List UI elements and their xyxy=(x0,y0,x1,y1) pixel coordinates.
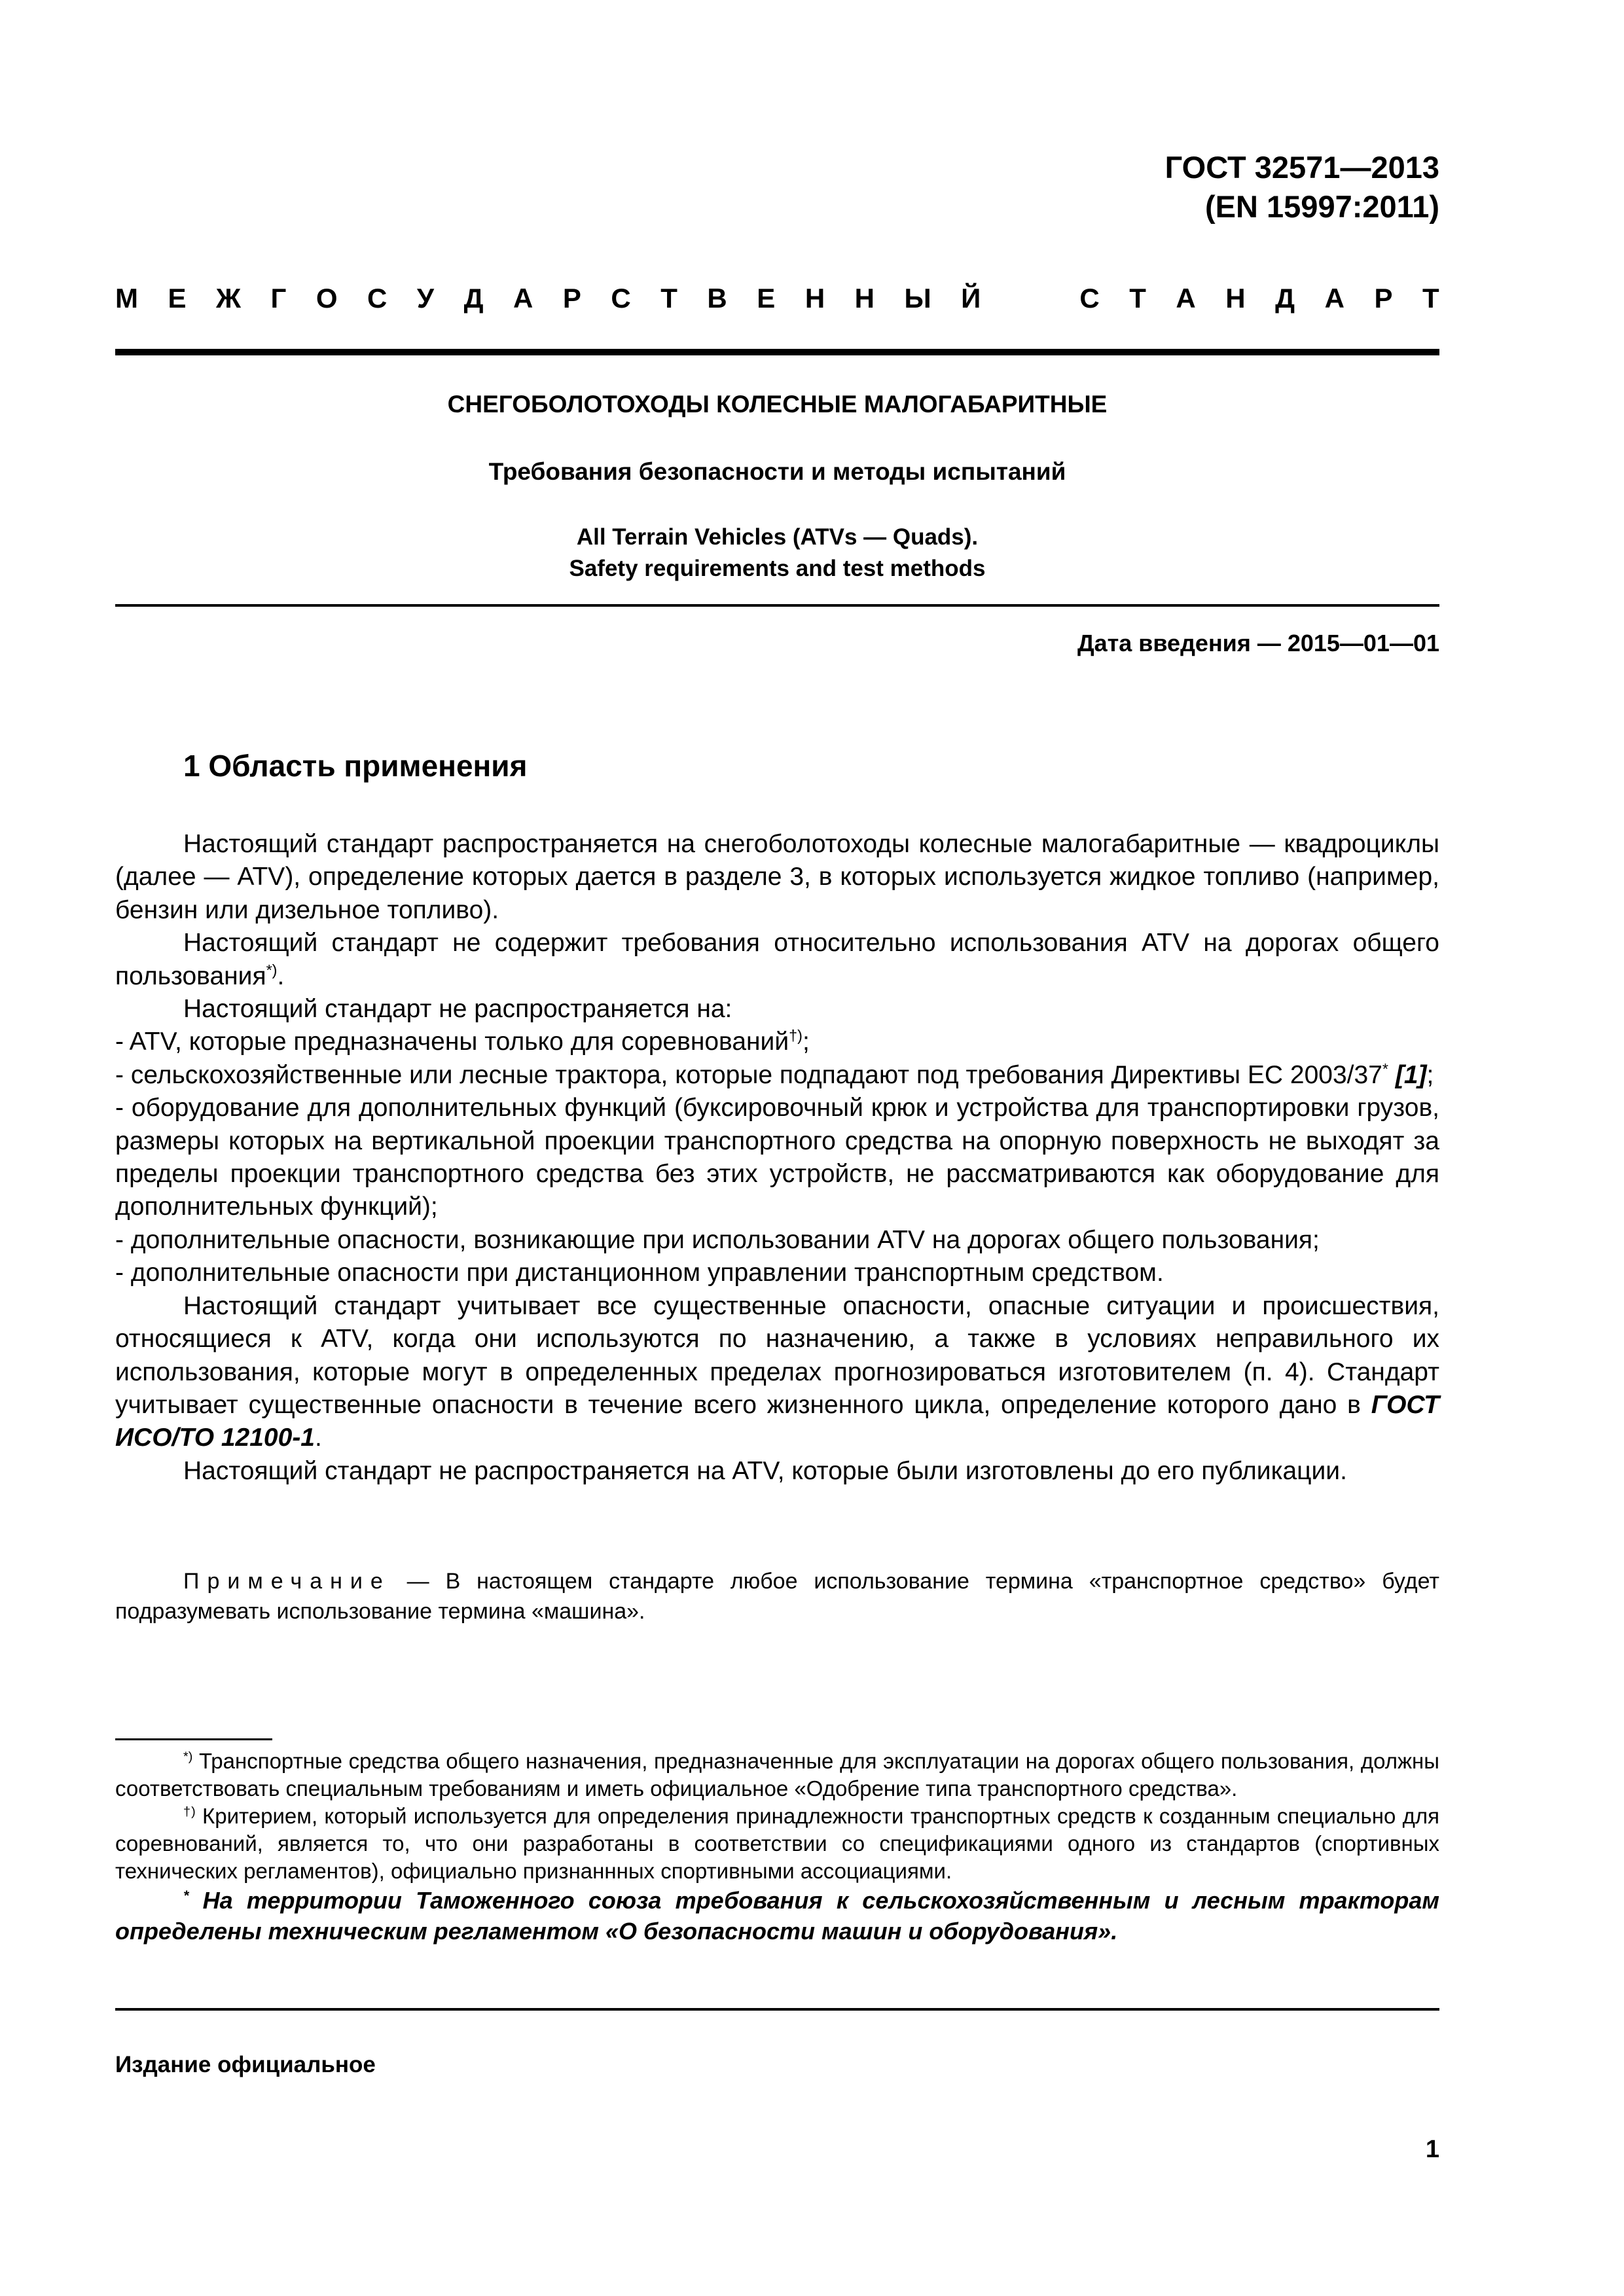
bibliography-reference: [1] xyxy=(1395,1060,1427,1089)
letter: Н xyxy=(854,283,875,314)
english-title-line: All Terrain Vehicles (ATVs — Quads). xyxy=(576,524,979,550)
footnote-marker: * xyxy=(183,1887,189,1903)
footnote-marker: †) xyxy=(183,1804,196,1819)
footnote xyxy=(115,1803,1439,1885)
paragraph: Настоящий стандарт не распространяется на ATV, которые были изготовлены до его публикации. xyxy=(183,1456,1347,1485)
letter: Е xyxy=(757,283,776,314)
standard-code-en: (EN 15997:2011) xyxy=(1205,189,1439,224)
standard-type-header xyxy=(115,283,1439,314)
footnote-text: Транспортные средства общего назначения, предназначенные для эксплуатации на дорогах общего пользования, должны соответствовать специальным требованиям и иметь официальное «Одобрение типа транспортного средства». xyxy=(115,1749,1439,1801)
title-rule xyxy=(115,604,1439,607)
footnote xyxy=(115,1748,1439,1803)
letter: О xyxy=(316,283,338,314)
paragraph xyxy=(115,1290,1439,1455)
list-item: - дополнительные опасности, возникающие при использовании ATV на дорогах общего пользования; xyxy=(115,1225,1320,1254)
list-item xyxy=(115,1026,1439,1058)
footnote-separator xyxy=(115,1738,272,1740)
list-item: - дополнительные опасности при дистанционном управлении транспортным средством. xyxy=(115,1259,1164,1287)
footnote-marker: †) xyxy=(789,1027,803,1045)
list-item-text: - сельскохозяйственные или лесные трактора, которые подпадают под требования Директивы ЕС 2003/37 xyxy=(115,1060,1382,1089)
edition-label: Издание официальное xyxy=(115,2052,376,2077)
paragraph-text: Настоящий стандарт не содержит требования относительно использования ATV на дорогах общего пользования xyxy=(115,929,1439,990)
letter: У xyxy=(416,283,435,314)
letter: М xyxy=(115,283,138,314)
standard-reference: ГОСТ ИСО/ТО 12100-1 xyxy=(115,1390,1439,1452)
footer-rule xyxy=(115,2008,1439,2011)
letter: Р xyxy=(1374,283,1393,314)
footnote-marker: *) xyxy=(183,1749,193,1764)
letter: А xyxy=(1324,283,1344,314)
punctuation: ; xyxy=(802,1028,810,1056)
note-label: Примечание xyxy=(183,1569,391,1594)
letter: А xyxy=(513,283,533,314)
letter: Н xyxy=(1225,283,1246,314)
punctuation: . xyxy=(277,961,285,990)
letter: Д xyxy=(1275,283,1295,314)
document-title: СНЕГОБОЛОТОХОДЫ КОЛЕСНЫЕ МАЛОГАБАРИТНЫЕ xyxy=(447,391,1108,418)
document-subtitle: Требования безопасности и методы испытаний xyxy=(488,458,1066,485)
paragraph-text: Настоящий стандарт учитывает все существенные опасности, опасные ситуации и происшествия, относящиеся к ATV, когда они используются по назначению, а также в условиях неправильного их использования, которые могут в определенных пределах прогнозироваться изготовителем (п. 4). Стандарт учитывает существенные опасности в течение всего жизненного цикла, определение которого дано в xyxy=(115,1291,1439,1419)
introduction-date: Дата введения — 2015—01—01 xyxy=(1077,630,1439,656)
letter: Ы xyxy=(904,283,931,314)
footnote xyxy=(115,1885,1439,1946)
english-title-line: Safety requirements and test methods xyxy=(569,556,986,581)
letter: В xyxy=(707,283,727,314)
punctuation: . xyxy=(315,1424,322,1452)
note-text: — В настоящем стандарте любое использование термина «транспортное средство» будет подразумевать использование термина «машина». xyxy=(115,1569,1439,1624)
letter: Е xyxy=(168,283,187,314)
paragraph: Настоящий стандарт не распространяется на: xyxy=(183,995,732,1024)
paragraph xyxy=(115,927,1439,993)
note xyxy=(115,1566,1439,1626)
section-heading: 1 Область применения xyxy=(183,749,528,783)
page-number: 1 xyxy=(1425,2136,1439,2163)
list-item xyxy=(115,1059,1439,1092)
letter: С xyxy=(611,283,631,314)
footnote-marker: *) xyxy=(266,961,278,978)
list-item: - оборудование для дополнительных функций (буксировочный крюк и устройства для транспортировки грузов, размеры которых на вертикальной проекции транспортного средства на опорную поверхность не выходят за пределы проекции транспортного средства без этих устройств, не рассматриваются как оборудование для дополнительных функций); xyxy=(115,1094,1439,1221)
punctuation: ; xyxy=(1426,1060,1434,1089)
letter: А xyxy=(1176,283,1196,314)
letter: Т xyxy=(1129,283,1146,314)
letter: Р xyxy=(562,283,581,314)
header-rule xyxy=(115,349,1439,355)
letter: Г xyxy=(270,283,287,314)
letter: Т xyxy=(1422,283,1439,314)
paragraph: Настоящий стандарт распространяется на снегоболотоходы колесные малогабаритные — квадроциклы (далее — ATV), определение которых дается в разделе 3, в которых используется жидкое топливо (например, бензин или дизельное топливо). xyxy=(115,830,1439,924)
letter: С xyxy=(367,283,388,314)
letter: Д xyxy=(463,283,484,314)
footnote-text: На территории Таможенного союза требования к сельскохозяйственным и лесным тракторам определены техническим регламентом «О безопасности машин и оборудования». xyxy=(115,1887,1439,1945)
footnotes xyxy=(115,1748,1439,1946)
list-item-text: - ATV, которые предназначены только для соревнований xyxy=(115,1028,789,1056)
english-title xyxy=(115,522,1439,584)
standard-code: ГОСТ 32571—2013 xyxy=(1164,150,1439,185)
letter: Т xyxy=(660,283,677,314)
letter: Н xyxy=(804,283,825,314)
footnote-text: Критерием, который используется для определения принадлежности транспортных средств к созданным специально для соревнований, является то, что они разработаны в соответствии со спецификациями одного из стандартов (спортивных технических регламентов), официально признаннных спортивными ассоциациями. xyxy=(115,1804,1439,1883)
standard-code-block xyxy=(1165,148,1439,226)
footnote-marker: * xyxy=(1382,1060,1388,1077)
section-body xyxy=(115,828,1439,1488)
letter: Ж xyxy=(216,283,242,314)
letter: С xyxy=(1079,283,1100,314)
letter: Й xyxy=(961,283,981,314)
